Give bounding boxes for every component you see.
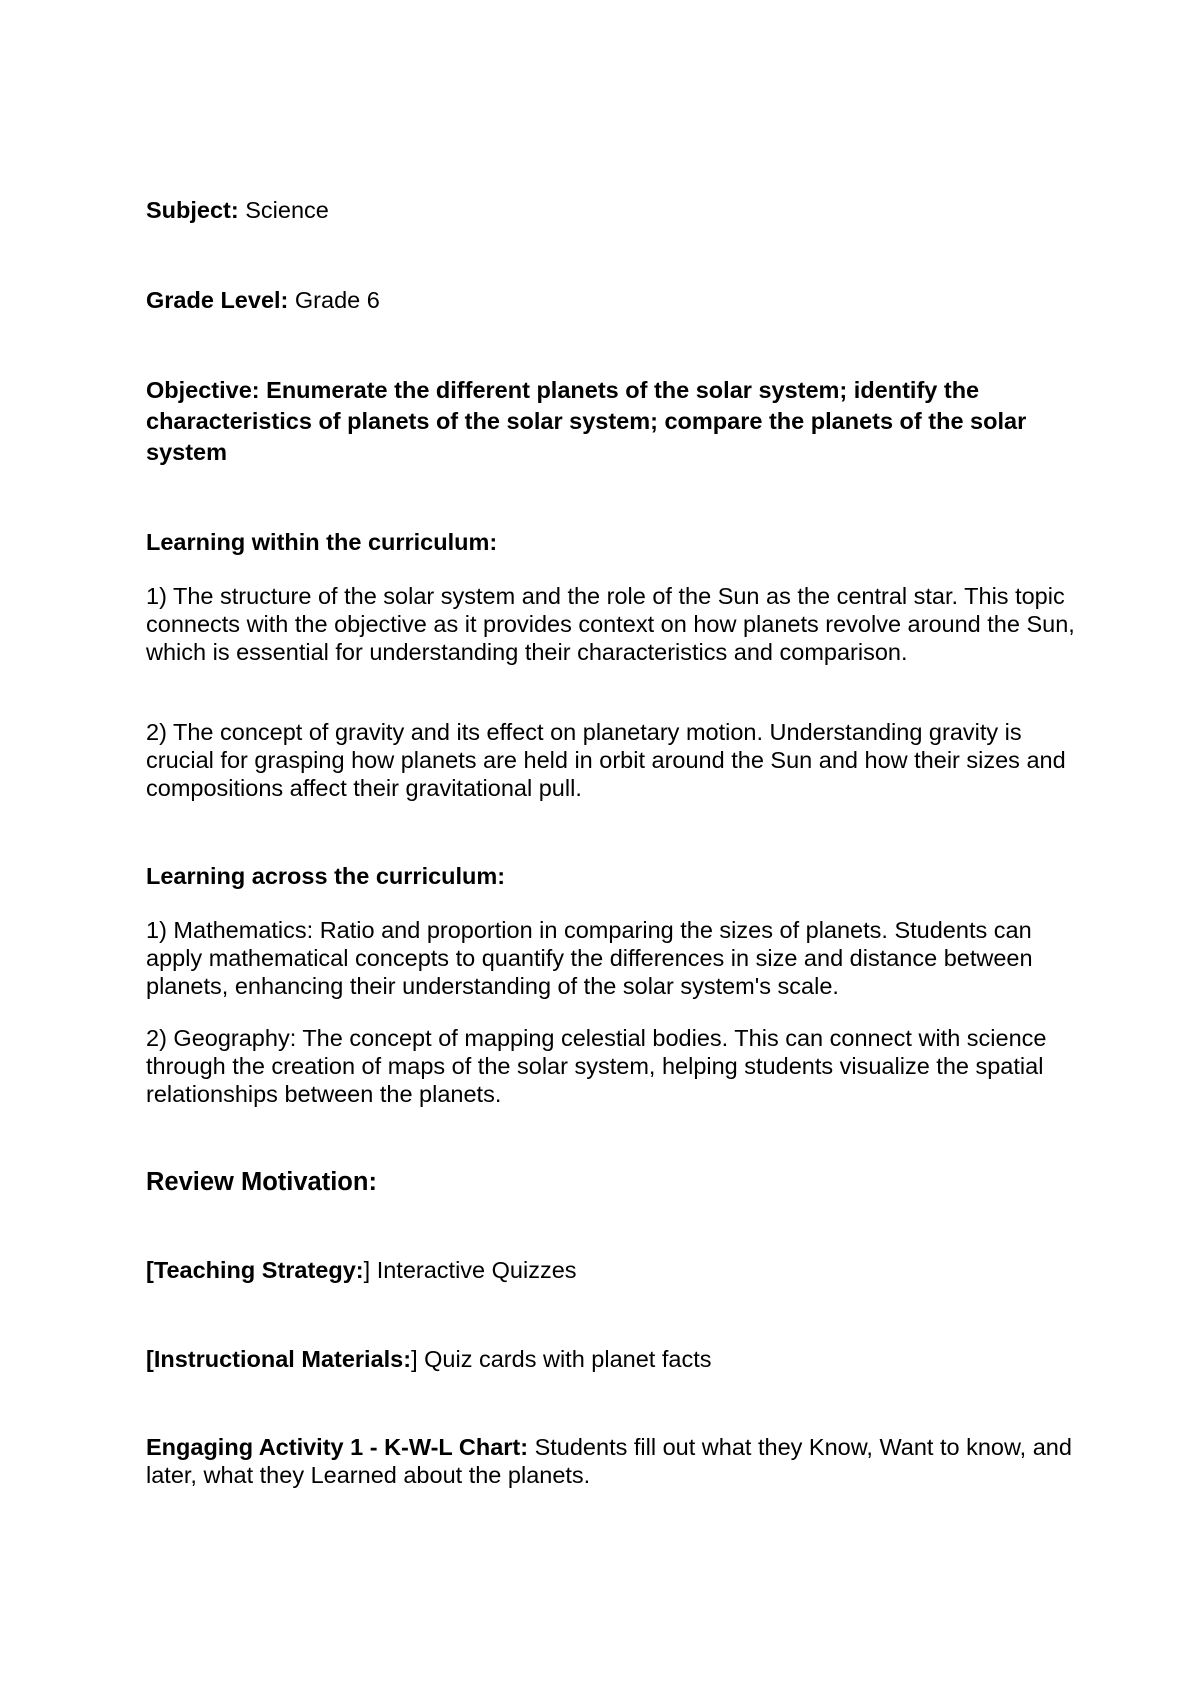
instructional-materials-line	[146, 1345, 1086, 1373]
engaging-activity-label: Engaging Activity 1 - K-W-L Chart:	[146, 1434, 529, 1460]
list-item: 1) Mathematics: Ratio and proportion in comparing the sizes of planets. Students can apply mathematical concepts to quantify the differences in size and distance between planets, enhancing their understanding of the solar system's scale.	[146, 917, 1033, 999]
learning-across-item-1	[146, 916, 1086, 1000]
engaging-activity-value: Students fill out what they Know, Want to know, and later, what they Learned about the planets.	[146, 1434, 1072, 1488]
learning-within-item-2	[146, 718, 1086, 802]
subject-line	[146, 196, 1086, 224]
teaching-strategy-value: Interactive Quizzes	[370, 1257, 577, 1283]
objective-label: Objective:	[146, 377, 260, 403]
objective-value: Enumerate the different planets of the solar system; identify the characteristics of planets of the solar system; compare the planets of the solar system	[146, 377, 1027, 465]
grade-level-label: Grade Level:	[146, 287, 289, 313]
instructional-materials-label: Instructional Materials:	[153, 1346, 412, 1372]
teaching-strategy-line	[146, 1256, 1086, 1284]
teaching-strategy-close-bracket: ]	[363, 1257, 371, 1283]
grade-level-value: Grade 6	[288, 287, 380, 313]
instructional-materials-close-bracket: ]	[411, 1346, 418, 1372]
instructional-materials-open-bracket: [	[146, 1346, 154, 1372]
objective-paragraph	[146, 375, 1086, 468]
grade-level-line	[146, 286, 1086, 314]
learning-across-item-2	[146, 1024, 1086, 1108]
review-motivation-heading: Review Motivation:	[146, 1168, 377, 1196]
engaging-activity-paragraph	[146, 1433, 1086, 1489]
list-item: 2) The concept of gravity and its effect on planetary motion. Understanding gravity is crucial for grasping how planets are held in orbit around the Sun and how their sizes and compositions affect their gravitational pull.	[146, 719, 1066, 801]
teaching-strategy-open-bracket: [	[146, 1257, 154, 1283]
instructional-materials-value: Quiz cards with planet facts	[417, 1346, 712, 1372]
list-item: 2) Geography: The concept of mapping celestial bodies. This can connect with science through the creation of maps of the solar system, helping students visualize the spatial relationships between the planets.	[146, 1025, 1047, 1107]
list-item: 1) The structure of the solar system and the role of the Sun as the central star. This topic connects with the objective as it provides context on how planets revolve around the Sun, which is essential for understanding their characteristics and comparison.	[146, 583, 1075, 665]
learning-within-heading: Learning within the curriculum:	[146, 529, 498, 555]
learning-across-heading: Learning across the curriculum:	[146, 863, 506, 889]
teaching-strategy-label: Teaching Strategy:	[153, 1257, 364, 1283]
subject-label: Subject:	[146, 197, 239, 223]
learning-within-item-1	[146, 582, 1086, 666]
subject-value: Science	[238, 197, 329, 223]
